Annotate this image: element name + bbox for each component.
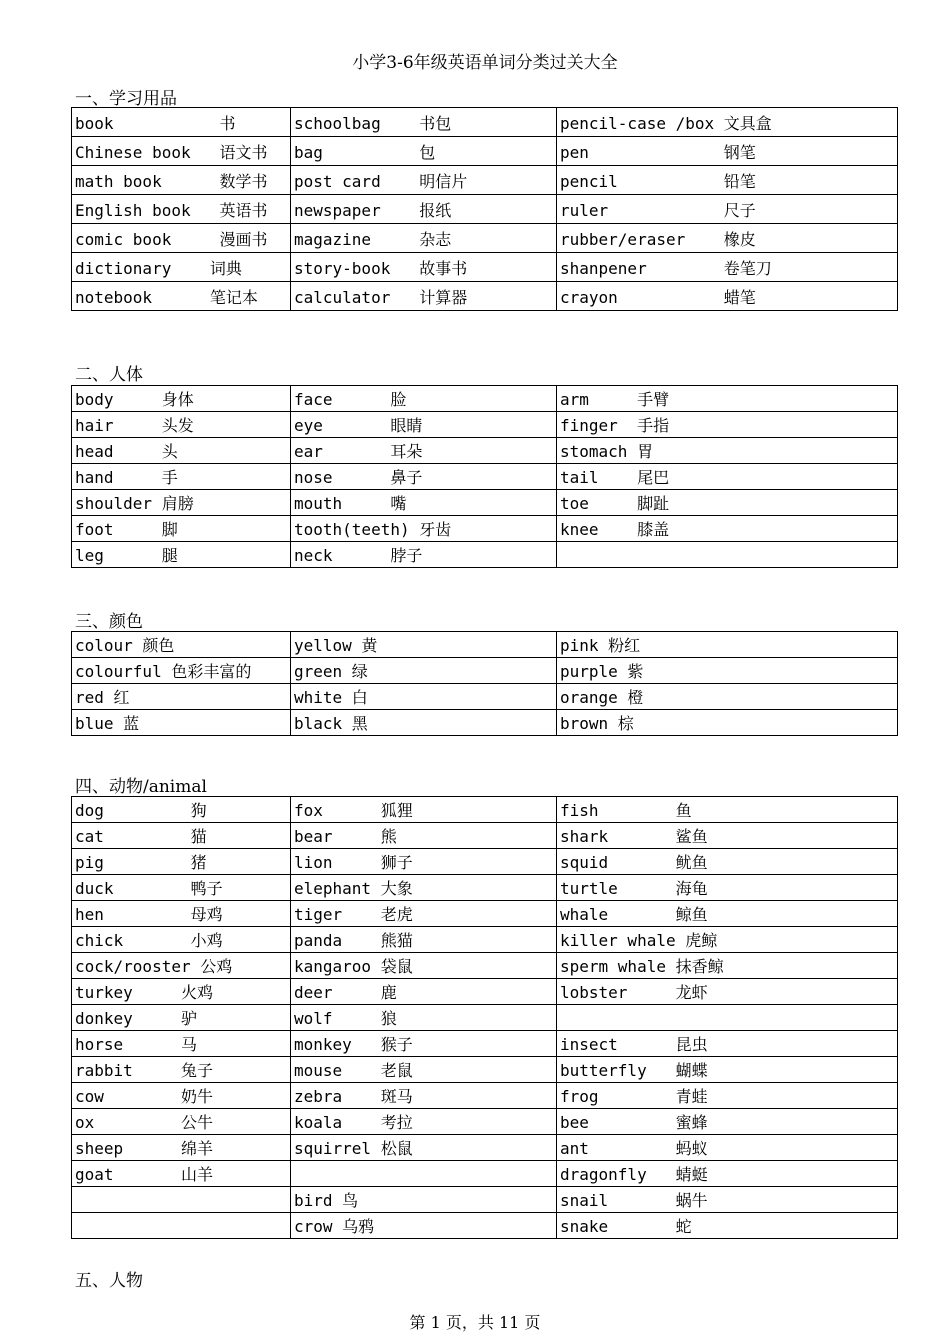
table-row (72, 1057, 898, 1083)
vocab-cell: goat 山羊 (72, 1161, 291, 1187)
table-row (72, 1083, 898, 1109)
vocab-cell: butterfly 蝴蝶 (557, 1057, 898, 1083)
vocab-cell: turkey 火鸡 (72, 979, 291, 1005)
vocab-cell: kangaroo 袋鼠 (291, 953, 557, 979)
vocab-cell: body 身体 (72, 386, 291, 412)
vocab-cell: fox 狐狸 (291, 797, 557, 823)
vocab-cell: blue 蓝 (72, 710, 291, 736)
vocab-cell: killer whale 虎鲸 (557, 927, 898, 953)
table-row (72, 166, 898, 195)
vocab-cell: sperm whale 抹香鲸 (557, 953, 898, 979)
vocab-cell: frog 青蛙 (557, 1083, 898, 1109)
table-row (72, 875, 898, 901)
table-row (72, 253, 898, 282)
vocab-cell: notebook 笔记本 (72, 282, 291, 311)
vocab-cell: monkey 猴子 (291, 1031, 557, 1057)
vocab-table-colours (71, 631, 898, 736)
vocab-cell: shoulder 肩膀 (72, 490, 291, 516)
vocab-cell: book 书 (72, 108, 291, 137)
vocab-cell: insect 昆虫 (557, 1031, 898, 1057)
vocab-cell (557, 1005, 898, 1031)
vocab-cell: tooth(teeth) 牙齿 (291, 516, 557, 542)
section-heading-school-supplies: 一、学习用品 (75, 89, 177, 109)
table-row (72, 282, 898, 311)
vocab-cell: dog 狗 (72, 797, 291, 823)
vocab-cell: tail 尾巴 (557, 464, 898, 490)
vocab-cell: post card 明信片 (291, 166, 557, 195)
vocab-cell: white 白 (291, 684, 557, 710)
table-row (72, 386, 898, 412)
vocab-cell: shark 鲨鱼 (557, 823, 898, 849)
section-heading-animals: 四、动物/animal (75, 777, 207, 797)
table-row (72, 412, 898, 438)
vocab-cell: donkey 驴 (72, 1005, 291, 1031)
page-title: 小学3-6年级英语单词分类过关大全 (352, 53, 618, 73)
vocab-cell: bear 熊 (291, 823, 557, 849)
vocab-cell: hair 头发 (72, 412, 291, 438)
vocab-cell: fish 鱼 (557, 797, 898, 823)
vocab-cell: shanpener 卷笔刀 (557, 253, 898, 282)
vocab-cell: face 脸 (291, 386, 557, 412)
vocab-cell: pencil-case /box 文具盒 (557, 108, 898, 137)
vocab-cell: chick 小鸡 (72, 927, 291, 953)
vocab-cell: green 绿 (291, 658, 557, 684)
vocab-cell: ox 公牛 (72, 1109, 291, 1135)
vocab-cell: pencil 铅笔 (557, 166, 898, 195)
table-row (72, 658, 898, 684)
vocab-cell (72, 1187, 291, 1213)
table-row (72, 438, 898, 464)
table-row (72, 1187, 898, 1213)
vocab-cell: mouse 老鼠 (291, 1057, 557, 1083)
vocab-cell: zebra 斑马 (291, 1083, 557, 1109)
vocab-cell: ant 蚂蚁 (557, 1135, 898, 1161)
vocab-cell: foot 脚 (72, 516, 291, 542)
table-row (72, 849, 898, 875)
vocab-cell: toe 脚趾 (557, 490, 898, 516)
vocab-cell: whale 鲸鱼 (557, 901, 898, 927)
vocab-cell: pink 粉红 (557, 632, 898, 658)
vocab-cell: cock/rooster 公鸡 (72, 953, 291, 979)
vocab-cell: colourful 色彩丰富的 (72, 658, 291, 684)
table-row (72, 464, 898, 490)
vocab-cell: tiger 老虎 (291, 901, 557, 927)
vocab-cell: bee 蜜蜂 (557, 1109, 898, 1135)
vocab-cell: red 红 (72, 684, 291, 710)
table-row (72, 797, 898, 823)
vocab-cell: ear 耳朵 (291, 438, 557, 464)
vocab-cell: eye 眼睛 (291, 412, 557, 438)
vocab-cell: head 头 (72, 438, 291, 464)
table-row (72, 516, 898, 542)
table-row (72, 224, 898, 253)
vocab-cell: yellow 黄 (291, 632, 557, 658)
table-row (72, 1005, 898, 1031)
vocab-cell: cat 猫 (72, 823, 291, 849)
vocab-cell: Chinese book 语文书 (72, 137, 291, 166)
vocab-cell: leg 腿 (72, 542, 291, 568)
vocab-cell: nose 鼻子 (291, 464, 557, 490)
vocab-cell: turtle 海龟 (557, 875, 898, 901)
vocab-cell: lion 狮子 (291, 849, 557, 875)
vocab-cell: crayon 蜡笔 (557, 282, 898, 311)
vocab-cell: English book 英语书 (72, 195, 291, 224)
vocab-cell: mouth 嘴 (291, 490, 557, 516)
table-row (72, 710, 898, 736)
table-row (72, 953, 898, 979)
table-row (72, 108, 898, 137)
section-heading-body: 二、人体 (75, 365, 143, 385)
vocab-cell: purple 紫 (557, 658, 898, 684)
vocab-cell: comic book 漫画书 (72, 224, 291, 253)
table-row (72, 927, 898, 953)
vocab-cell: schoolbag 书包 (291, 108, 557, 137)
vocab-cell: squirrel 松鼠 (291, 1135, 557, 1161)
table-row (72, 1031, 898, 1057)
vocab-cell: knee 膝盖 (557, 516, 898, 542)
vocab-cell: neck 脖子 (291, 542, 557, 568)
vocab-cell: snail 蜗牛 (557, 1187, 898, 1213)
vocab-cell: panda 熊猫 (291, 927, 557, 953)
vocab-cell: hen 母鸡 (72, 901, 291, 927)
vocab-cell: math book 数学书 (72, 166, 291, 195)
table-row (72, 684, 898, 710)
table-row (72, 490, 898, 516)
vocab-cell: bird 鸟 (291, 1187, 557, 1213)
vocab-cell: calculator 计算器 (291, 282, 557, 311)
vocab-cell: story-book 故事书 (291, 253, 557, 282)
table-row (72, 979, 898, 1005)
vocab-cell: newspaper 报纸 (291, 195, 557, 224)
vocab-table-school-supplies (71, 107, 898, 311)
vocab-cell: stomach 胃 (557, 438, 898, 464)
table-row (72, 901, 898, 927)
page-footer: 第 1 页，共 11 页 (409, 1313, 541, 1332)
vocab-table-animals (71, 796, 898, 1239)
table-row (72, 137, 898, 166)
section-heading-people: 五、人物 (75, 1271, 143, 1291)
vocab-cell: pen 钢笔 (557, 137, 898, 166)
vocab-cell: rubber/eraser 橡皮 (557, 224, 898, 253)
vocab-cell: orange 橙 (557, 684, 898, 710)
vocab-cell: magazine 杂志 (291, 224, 557, 253)
table-row (72, 1135, 898, 1161)
table-row (72, 542, 898, 568)
vocab-cell: dictionary 词典 (72, 253, 291, 282)
vocab-cell: hand 手 (72, 464, 291, 490)
table-row (72, 1109, 898, 1135)
vocab-cell: sheep 绵羊 (72, 1135, 291, 1161)
vocab-cell: koala 考拉 (291, 1109, 557, 1135)
vocab-cell: elephant 大象 (291, 875, 557, 901)
vocab-cell: snake 蛇 (557, 1213, 898, 1239)
table-row (72, 1213, 898, 1239)
vocab-cell: deer 鹿 (291, 979, 557, 1005)
table-row (72, 1161, 898, 1187)
vocab-table-body (71, 385, 898, 568)
vocab-cell: black 黑 (291, 710, 557, 736)
vocab-cell (72, 1213, 291, 1239)
vocab-cell: bag 包 (291, 137, 557, 166)
table-row (72, 823, 898, 849)
vocab-cell: crow 乌鸦 (291, 1213, 557, 1239)
vocab-cell: ruler 尺子 (557, 195, 898, 224)
vocab-cell: squid 鱿鱼 (557, 849, 898, 875)
table-row (72, 632, 898, 658)
vocab-cell: finger 手指 (557, 412, 898, 438)
vocab-cell: colour 颜色 (72, 632, 291, 658)
vocab-cell: rabbit 兔子 (72, 1057, 291, 1083)
vocab-cell: lobster 龙虾 (557, 979, 898, 1005)
vocab-cell: wolf 狼 (291, 1005, 557, 1031)
vocab-cell (557, 542, 898, 568)
table-row (72, 195, 898, 224)
vocab-cell (291, 1161, 557, 1187)
vocab-cell: cow 奶牛 (72, 1083, 291, 1109)
vocab-cell: pig 猪 (72, 849, 291, 875)
vocab-cell: horse 马 (72, 1031, 291, 1057)
vocab-cell: duck 鸭子 (72, 875, 291, 901)
vocab-cell: brown 棕 (557, 710, 898, 736)
section-heading-colours: 三、颜色 (75, 612, 143, 632)
vocab-cell: arm 手臂 (557, 386, 898, 412)
vocab-cell: dragonfly 蜻蜓 (557, 1161, 898, 1187)
